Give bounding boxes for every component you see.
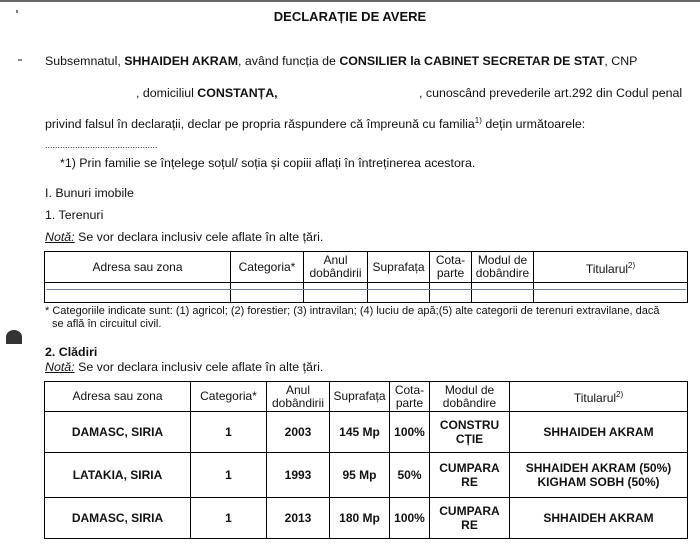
footnote-ref: 1) — [474, 116, 482, 125]
categorii-footnote: * Categoriile indicate sunt: (1) agricol; (2) forestier; (3) intravilan; (4) luciu de apă;(5) alte categorii de terenuri extravilane, dacă — [45, 305, 660, 317]
top-border — [0, 0, 700, 2]
nota-text: Se vor declara inclusiv cele aflate în alte țări. — [78, 360, 324, 374]
categorii-footnote-2: se află în circuitul civil. — [52, 318, 162, 330]
col-header: Modul de dobândire — [430, 382, 510, 412]
declarant-city: CONSTANȚA, — [197, 86, 278, 100]
cell-cota: 100% — [390, 412, 430, 453]
col-header: Categoria* — [191, 382, 267, 412]
cladiri-table — [44, 381, 688, 539]
intro-line-2 — [136, 86, 278, 100]
terenuri-table — [44, 251, 688, 303]
cell-suprafata: 95 Mp — [330, 453, 390, 498]
cell-anul: 2013 — [267, 498, 330, 539]
declarant-name: SHHAIDEH AKRAM — [124, 54, 239, 68]
cell-adresa: DAMASC, SIRIA — [45, 498, 191, 539]
cell-categoria: 1 — [191, 453, 267, 498]
declarant-institution: CABINET SECRETAR DE STAT — [424, 54, 605, 68]
cell-titular — [510, 453, 688, 498]
col-header — [534, 252, 688, 283]
titular-line: KIGHAM SOBH (50%) — [537, 475, 660, 489]
col-header-text: Titularul — [585, 261, 629, 276]
declarant-function: CONSILIER — [339, 54, 407, 68]
table-row — [45, 498, 688, 539]
scan-mark — [18, 59, 22, 61]
scan-binder-hole — [6, 330, 22, 344]
col-header: Suprafața — [330, 382, 390, 412]
declaration-text-end: dețin următoarele: — [485, 117, 586, 132]
col-header: Adresa sau zona — [45, 382, 191, 412]
cell-suprafata: 145 Mp — [330, 412, 390, 453]
cell-categoria: 1 — [191, 498, 267, 539]
col-header: Suprafața — [368, 252, 430, 283]
col-header: Cota-parte — [390, 382, 430, 412]
dotted-separator: ............................................. — [45, 140, 158, 150]
col-header-text: Titularul — [573, 391, 617, 405]
titular-line: SHHAIDEH AKRAM — [543, 511, 654, 525]
cell-titular — [510, 412, 688, 453]
functia-label: , având funcția de — [238, 54, 336, 68]
page-title: DECLARAȚIE DE AVERE — [273, 9, 427, 24]
subsection-terenuri: 1. Terenuri — [45, 208, 104, 222]
footnote-ref: 2) — [616, 390, 624, 399]
intro-line-2b — [419, 86, 682, 100]
cell-modul: CONSTRUCȚIE — [430, 412, 510, 453]
subsection-cladiri: 2. Clădiri — [45, 345, 98, 359]
la-label: la — [410, 54, 421, 68]
col-header — [510, 382, 688, 412]
declaration-text: privind falsul în declarații, declar pe propria răspundere că împreună cu familia — [45, 117, 475, 132]
cell-cota: 50% — [390, 453, 430, 498]
cell-modul: CUMPARARE — [430, 498, 510, 539]
subsemnatul-label: Subsemnatul, — [45, 54, 121, 68]
cell-adresa: LATAKIA, SIRIA — [45, 453, 191, 498]
nota-label: Notă: — [45, 360, 75, 374]
col-header: Adresa sau zona — [45, 252, 231, 283]
footnote-family: *1) Prin familie se înțelege soțul/ soția și copiii aflați în întreținerea acestora. — [60, 156, 476, 170]
cell-categoria: 1 — [191, 412, 267, 453]
table-row — [45, 412, 688, 453]
nota-terenuri — [45, 230, 323, 244]
intro-line-3 — [45, 116, 585, 131]
nota-label: Notă: — [45, 230, 75, 244]
table-row — [45, 283, 688, 303]
cell-anul: 2003 — [267, 412, 330, 453]
cell-titular — [510, 498, 688, 539]
col-header: Cota-parte — [430, 252, 472, 283]
cunoscand-text: , cunoscând prevederile art.292 din Codul penal — [419, 86, 683, 100]
col-header: Modul de dobândire — [472, 252, 534, 283]
cell-modul: CUMPARARE — [430, 453, 510, 498]
nota-text: Se vor declara inclusiv cele aflate în alte țări. — [78, 230, 324, 244]
titular-line: SHHAIDEH AKRAM — [543, 425, 654, 439]
table-row — [45, 453, 688, 498]
cell-suprafata: 180 Mp — [330, 498, 390, 539]
section-heading: I. Bunuri imobile — [45, 186, 134, 200]
cell-anul: 1993 — [267, 453, 330, 498]
scan-blue-line — [46, 289, 686, 290]
table-header-row — [45, 252, 688, 283]
domiciliul-label: , domiciliul — [136, 86, 194, 100]
col-header: Categoria* — [231, 252, 304, 283]
intro-line-1 — [45, 54, 637, 68]
cell-adresa: DAMASC, SIRIA — [45, 412, 191, 453]
cell-cota: 100% — [390, 498, 430, 539]
col-header: Anul dobândirii — [304, 252, 368, 283]
nota-cladiri — [45, 360, 323, 374]
footnote-ref: 2) — [628, 260, 636, 270]
titular-line: SHHAIDEH AKRAM (50%) — [525, 461, 672, 475]
col-header: Anul dobândirii — [267, 382, 330, 412]
table-header-row — [45, 382, 688, 412]
cnp-label: , CNP — [604, 54, 638, 68]
